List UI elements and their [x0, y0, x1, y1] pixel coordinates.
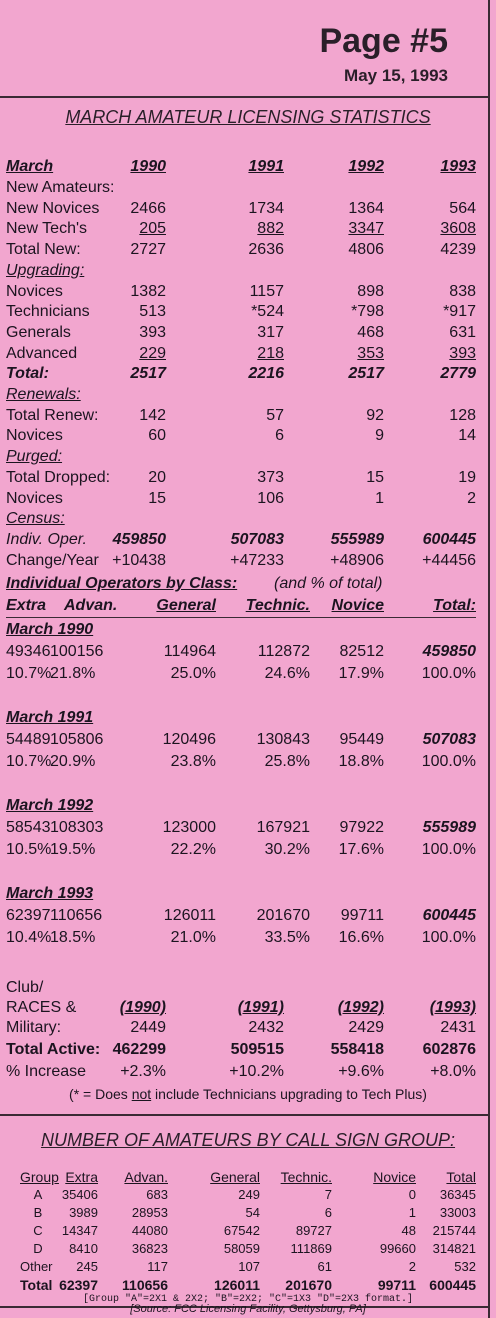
group-cell: 3989	[69, 1205, 98, 1220]
class-cell: 10.7%	[6, 753, 52, 770]
stats-cell: 60	[148, 427, 166, 445]
stats-cell: *524	[251, 303, 284, 321]
class-cell: 25.8%	[264, 753, 310, 770]
military-1990: 2449	[130, 1019, 166, 1036]
group-cell: C	[33, 1223, 43, 1238]
class-title-row	[0, 574, 496, 594]
header-year-1990: 1990	[130, 158, 166, 175]
stats-row	[0, 385, 496, 405]
group-row	[0, 1186, 496, 1204]
class-cell: 126011	[163, 907, 216, 924]
total-active-1990: 462299	[112, 1041, 166, 1058]
class-count-row	[0, 730, 496, 750]
stats-row	[0, 344, 496, 364]
class-header-extra: Extra	[6, 597, 47, 614]
races-label: RACES &	[6, 999, 77, 1016]
group-cell: 2	[408, 1259, 416, 1274]
group-row	[0, 1258, 496, 1276]
class-block-label: March 1991	[6, 709, 94, 726]
class-cell: 100.0%	[421, 929, 476, 946]
stats-cell: 2779	[440, 365, 476, 383]
class-cell: 10.4%	[6, 929, 52, 946]
group-row	[0, 1222, 496, 1240]
class-cell: 130843	[256, 731, 310, 748]
stats-row-label: Change/Year	[6, 551, 99, 569]
class-cell: 21.0%	[170, 929, 216, 946]
group-header-novice: Novice	[373, 1169, 416, 1185]
class-cell: 17.9%	[338, 665, 384, 682]
group-cell: 314821	[432, 1241, 476, 1256]
class-cell: 82512	[339, 643, 384, 660]
stats-row	[0, 468, 496, 488]
club-row	[0, 978, 496, 998]
group-total-extra: 62397	[59, 1277, 98, 1293]
group-cell: 54	[245, 1205, 260, 1220]
stats-row-label: Novices	[6, 427, 63, 445]
class-cell: 99711	[340, 907, 384, 924]
stats-cell: 3347	[348, 220, 384, 238]
stats-row	[0, 199, 496, 219]
stats-row-label: Technicians	[6, 303, 90, 321]
class-cell: 33.5%	[264, 929, 310, 946]
class-cell: 201670	[256, 907, 310, 924]
class-block-heading	[0, 884, 496, 904]
group-total-general: 126011	[214, 1277, 260, 1293]
section-divider	[0, 1114, 490, 1116]
increase-1991: +10.2%	[229, 1063, 284, 1080]
stats-cell: 4239	[440, 241, 476, 259]
stats-cell: 373	[257, 468, 284, 486]
stats-row-label: Purged:	[6, 448, 63, 466]
group-cell: D	[33, 1241, 43, 1256]
club-label: Club/	[6, 979, 44, 996]
header-year-1992: 1992	[348, 158, 384, 175]
class-cell: 49346	[6, 643, 51, 660]
stats-cell: 2466	[130, 199, 166, 217]
group-total-label: Total	[20, 1277, 53, 1293]
class-cell: 555989	[422, 819, 476, 836]
group-cell: A	[33, 1187, 43, 1202]
class-block-label: March 1993	[6, 885, 94, 902]
stats-cell: 4806	[348, 241, 384, 259]
stats-cell: 205	[139, 220, 166, 238]
stats-cell: +47233	[230, 551, 284, 569]
stats-cell: 106	[257, 489, 284, 507]
class-cell: 20.9%	[50, 753, 96, 770]
class-cell: 100.0%	[421, 841, 476, 858]
footnote	[0, 1086, 496, 1102]
class-header-technic: Technic.	[245, 597, 310, 614]
class-percent-row	[0, 928, 496, 948]
group-cell: 1	[408, 1205, 416, 1220]
group-total-technic: 201670	[285, 1277, 332, 1293]
stats-row	[0, 302, 496, 322]
stats-cell: 9	[375, 427, 384, 445]
class-cell: 507083	[422, 731, 476, 748]
increase-1990: +2.3%	[120, 1063, 166, 1080]
military-label: Military:	[6, 1019, 62, 1036]
class-cell: 24.6%	[264, 665, 310, 682]
races-row	[0, 998, 496, 1018]
stats-cell: 513	[139, 303, 166, 321]
class-block-heading	[0, 620, 496, 640]
stats-cell: 57	[266, 406, 284, 424]
group-header-technic: Technic.	[280, 1169, 332, 1185]
increase-row	[0, 1062, 496, 1082]
stats-row	[0, 509, 496, 529]
group-cell: 215744	[432, 1223, 476, 1238]
stats-cell: 631	[449, 323, 476, 341]
header-label: March	[6, 158, 54, 175]
class-cell: 100.0%	[421, 753, 476, 770]
group-cell: B	[33, 1205, 43, 1220]
class-cell: 100156	[50, 643, 104, 660]
club-year-1992: (1992)	[337, 999, 384, 1016]
total-active-1993: 602876	[422, 1041, 476, 1058]
class-cell: 95449	[339, 731, 384, 748]
class-cell: 105806	[50, 731, 104, 748]
stats-cell: 142	[139, 406, 166, 424]
stats-row	[0, 406, 496, 426]
class-block-label: March 1990	[6, 621, 94, 638]
class-header-general: General	[156, 597, 216, 614]
group-header-general: General	[210, 1169, 260, 1185]
group-cell: 58059	[223, 1241, 260, 1256]
stats-cell: 838	[449, 282, 476, 300]
class-cell: 123000	[162, 819, 216, 836]
class-block-label: March 1992	[6, 797, 94, 814]
group-cell: 14347	[61, 1223, 98, 1238]
years-header-row	[0, 157, 496, 177]
class-cell: 16.6%	[338, 929, 384, 946]
footnote-pre: (* = Does	[69, 1086, 132, 1102]
group-cell: 8410	[69, 1241, 98, 1256]
class-cell: 22.2%	[170, 841, 216, 858]
group-cell: Other	[20, 1259, 53, 1274]
increase-1993: +8.0%	[430, 1063, 476, 1080]
stats-row	[0, 530, 496, 550]
class-cell: 58543	[6, 819, 51, 836]
group-cell: 107	[238, 1259, 260, 1274]
class-cell: 459850	[422, 643, 476, 660]
group-total-row	[0, 1276, 496, 1294]
footnote-post: include Technicians upgrading to Tech Plus)	[151, 1086, 427, 1102]
stats-cell: 353	[357, 344, 384, 362]
military-1993: 2431	[440, 1019, 476, 1036]
class-cell: 30.2%	[264, 841, 310, 858]
header-divider	[0, 96, 490, 98]
stats-row-label: Indiv. Oper.	[6, 530, 87, 548]
stats-row-label: New Novices	[6, 199, 100, 217]
group-header-extra: Extra	[65, 1169, 98, 1185]
class-cell: 100.0%	[421, 665, 476, 682]
group-row	[0, 1204, 496, 1222]
stats-cell: 317	[257, 323, 284, 341]
stats-cell: *917	[443, 303, 476, 321]
stats-row-label: New Tech's	[6, 220, 88, 238]
group-cell: 117	[147, 1259, 168, 1274]
stats-cell: 393	[139, 323, 166, 341]
stats-cell: 218	[257, 344, 284, 362]
stats-row	[0, 240, 496, 260]
stats-cell: 898	[357, 282, 384, 300]
stats-cell: 15	[148, 489, 166, 507]
group-cell: 44080	[131, 1223, 168, 1238]
class-header-row	[0, 596, 496, 616]
group-total-total: 600445	[429, 1277, 476, 1293]
stats-row	[0, 219, 496, 239]
group-cell: 111869	[290, 1241, 332, 1256]
group-cell: 36823	[131, 1241, 168, 1256]
stats-row-label: Total Dropped:	[6, 468, 111, 486]
class-cell: 97922	[339, 819, 384, 836]
stats-cell: 1	[375, 489, 384, 507]
stats-cell: 6	[275, 427, 284, 445]
class-cell: 114964	[163, 643, 216, 660]
stats-cell: 2517	[348, 365, 384, 383]
stats-row	[0, 178, 496, 198]
class-cell: 25.0%	[170, 665, 216, 682]
class-header-novice: Novice	[331, 597, 384, 614]
stats-cell: 882	[257, 220, 284, 238]
club-year-1993: (1993)	[429, 999, 476, 1016]
group-cell: 89727	[295, 1223, 332, 1238]
group-cell: 0	[408, 1187, 416, 1202]
group-cell: 6	[324, 1205, 332, 1220]
stats-cell: 2216	[248, 365, 284, 383]
group-cell: 36345	[439, 1187, 476, 1202]
stats-cell: 15	[366, 468, 384, 486]
stats-cell: 600445	[422, 530, 476, 548]
stats-cell: +48906	[330, 551, 384, 569]
group-header-advan: Advan.	[124, 1169, 168, 1185]
page-number: Page #5	[319, 22, 448, 60]
stats-row-label: Census:	[6, 510, 65, 528]
class-cell: 62397	[6, 907, 51, 924]
class-cell: 10.7%	[6, 665, 52, 682]
group-cell: 245	[76, 1259, 98, 1274]
stats-cell: 2727	[130, 241, 166, 259]
increase-label: % Increase	[6, 1063, 87, 1080]
footnote-not: not	[131, 1086, 152, 1102]
stats-cell: 1382	[130, 282, 166, 300]
stats-row	[0, 447, 496, 467]
group-note: [Group "A"=2X1 & 2X2; "B"=2X2; "C"=1X3 "D"=2X3 format.]	[82, 1294, 414, 1305]
stats-cell: 20	[148, 468, 166, 486]
class-block-heading	[0, 796, 496, 816]
stats-cell: 555989	[330, 530, 384, 548]
stats-cell: 1364	[348, 199, 384, 217]
class-cell: 10.5%	[6, 841, 52, 858]
class-header-total: Total:	[433, 597, 476, 614]
stats-cell: 92	[366, 406, 384, 424]
military-1992: 2429	[348, 1019, 384, 1036]
total-active-1991: 509515	[230, 1041, 284, 1058]
total-active-1992: 558418	[330, 1041, 384, 1058]
class-block-heading	[0, 708, 496, 728]
class-cell: 112872	[257, 643, 310, 660]
club-year-1990: (1990)	[119, 999, 166, 1016]
class-percent-row	[0, 664, 496, 684]
stats-row	[0, 282, 496, 302]
stats-row-label: Renewals:	[6, 386, 81, 403]
stats-cell: 128	[449, 406, 476, 424]
class-title-note: (and % of total)	[274, 575, 383, 592]
class-percent-row	[0, 752, 496, 772]
class-header-underline	[6, 617, 476, 618]
stats-row	[0, 323, 496, 343]
group-total-novice: 99711	[377, 1277, 416, 1293]
group-cell: 99660	[379, 1241, 416, 1256]
stats-row	[0, 489, 496, 509]
stats-cell: 468	[357, 323, 384, 341]
group-header-row	[0, 1168, 496, 1186]
stats-cell: +44456	[422, 551, 476, 569]
group-cell: 67542	[223, 1223, 260, 1238]
stats-cell: 19	[458, 468, 476, 486]
class-cell: 110656	[50, 907, 103, 924]
group-row	[0, 1240, 496, 1258]
stats-cell: 393	[449, 344, 476, 362]
stats-row-label: Advanced	[6, 344, 78, 362]
class-cell: 167921	[256, 819, 310, 836]
header-year-1993: 1993	[440, 158, 476, 175]
stats-cell: 229	[139, 344, 166, 362]
class-cell: 17.6%	[338, 841, 384, 858]
stats-row	[0, 261, 496, 281]
group-cell: 683	[146, 1187, 168, 1202]
group-header-total: Total	[446, 1169, 476, 1185]
group-cell: 249	[238, 1187, 260, 1202]
stats-cell: 14	[458, 427, 476, 445]
group-cell: 532	[454, 1259, 476, 1274]
stats-row	[0, 551, 496, 571]
club-year-1991: (1991)	[237, 999, 284, 1016]
stats-row	[0, 364, 496, 384]
stats-row-label: Novices	[6, 282, 63, 300]
total-active-label: Total Active:	[6, 1041, 101, 1058]
stats-cell: 459850	[112, 530, 166, 548]
military-1991: 2432	[248, 1019, 284, 1036]
group-cell: 61	[317, 1259, 332, 1274]
stats-cell: 3608	[440, 220, 476, 238]
source-note: [Source: FCC Licensing Facility, Gettysburg, PA]	[130, 1303, 366, 1315]
class-header-advan: Advan.	[64, 597, 118, 614]
stats-row-label: Total:	[6, 365, 49, 383]
stats-row-label: Total Renew:	[6, 406, 99, 424]
class-cell: 18.8%	[338, 753, 384, 770]
stats-cell: 1734	[248, 199, 284, 217]
class-cell: 54489	[6, 731, 51, 748]
class-cell: 21.8%	[50, 665, 96, 682]
stats-row-label: Generals	[6, 323, 71, 341]
class-cell: 600445	[422, 907, 476, 924]
class-percent-row	[0, 840, 496, 860]
class-cell: 108303	[50, 819, 104, 836]
stats-row-label: Novices	[6, 489, 63, 507]
stats-row-label: Total New:	[6, 241, 81, 259]
stats-cell: 507083	[230, 530, 284, 548]
header-year-1991: 1991	[248, 158, 284, 175]
class-count-row	[0, 818, 496, 838]
page-date: May 15, 1993	[344, 66, 448, 85]
group-cell: 7	[324, 1187, 332, 1202]
stats-cell: 2636	[248, 241, 284, 259]
section-title-licensing: MARCH AMATEUR LICENSING STATISTICS	[65, 107, 431, 127]
class-cell: 23.8%	[170, 753, 216, 770]
stats-row-label: Upgrading:	[6, 261, 85, 279]
stats-row	[0, 426, 496, 446]
class-count-row	[0, 906, 496, 926]
section-title-callsign: NUMBER OF AMATEURS BY CALL SIGN GROUP:	[40, 1130, 456, 1150]
class-cell: 120496	[162, 731, 216, 748]
stats-cell: +10438	[112, 551, 166, 569]
class-cell: 19.5%	[50, 841, 96, 858]
stats-cell: 1157	[249, 282, 284, 300]
stats-cell: 2517	[130, 365, 166, 383]
class-cell: 18.5%	[50, 929, 96, 946]
group-cell: 28953	[131, 1205, 168, 1220]
group-total-advan: 110656	[122, 1277, 168, 1293]
stats-cell: 2	[467, 489, 476, 507]
group-cell: 48	[401, 1223, 416, 1238]
total-active-row	[0, 1040, 496, 1060]
military-row	[0, 1018, 496, 1038]
group-cell: 33003	[439, 1205, 476, 1220]
class-count-row	[0, 642, 496, 662]
stats-cell: *798	[351, 303, 384, 321]
stats-cell: 564	[449, 199, 476, 217]
increase-1992: +9.6%	[338, 1063, 384, 1080]
class-title: Individual Operators by Class:	[6, 575, 238, 592]
group-header-group: Group	[20, 1169, 59, 1185]
group-cell: 35406	[61, 1187, 98, 1202]
stats-row-label: New Amateurs:	[6, 179, 115, 196]
